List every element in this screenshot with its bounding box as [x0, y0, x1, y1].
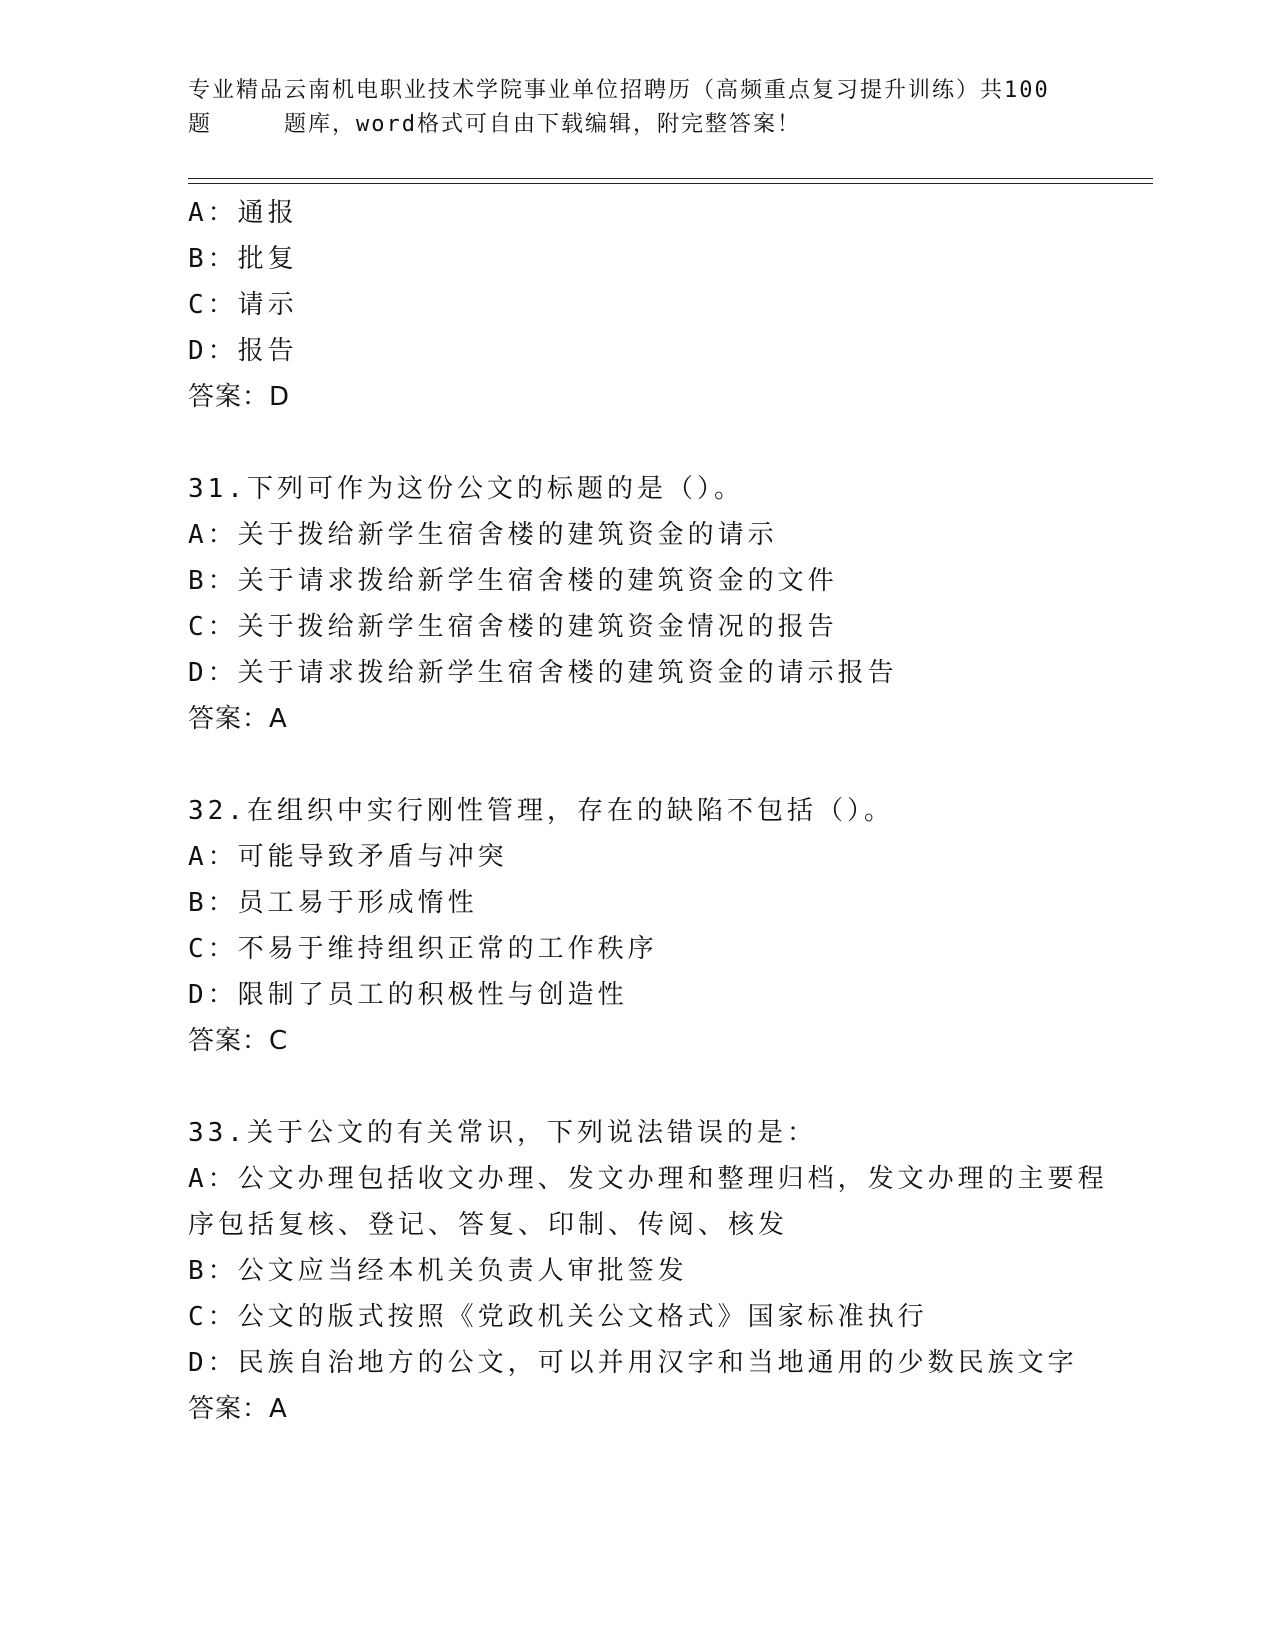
option-c: C：关于拨给新学生宿舍楼的建筑资金情况的报告 — [188, 612, 838, 642]
header-divider-bottom — [188, 183, 1153, 184]
option-b: B：员工易于形成惰性 — [188, 888, 478, 918]
option-a: A：公文办理包括收文办理、发文办理和整理归档，发文办理的主要程 — [188, 1164, 1108, 1194]
header-divider-top — [188, 178, 1153, 179]
option-b: B：公文应当经本机关负责人审批签发 — [188, 1256, 688, 1286]
question-text: 33.关于公文的有关常识，下列说法错误的是： — [188, 1118, 817, 1148]
answer-line: 答案：C — [188, 1026, 289, 1056]
option-d: D：民族自治地方的公文，可以并用汉字和当地通用的少数民族文字 — [188, 1348, 1078, 1378]
option-d: D：关于请求拨给新学生宿舍楼的建筑资金的请示报告 — [188, 658, 898, 688]
answer-line: 答案：A — [188, 1394, 288, 1424]
answer-line: 答案：D — [188, 382, 291, 412]
option-b: B：批复 — [188, 244, 298, 274]
option-a: A：通报 — [188, 198, 298, 228]
option-c: C：请示 — [188, 290, 298, 320]
header-line-2-prefix: 题 — [188, 112, 213, 137]
question-text: 31.下列可作为这份公文的标题的是（）。 — [188, 474, 744, 504]
question-list — [188, 190, 1108, 1432]
option-b: B：关于请求拨给新学生宿舍楼的建筑资金的文件 — [188, 566, 838, 596]
header-line-1: 专业精品云南机电职业技术学院事业单位招聘历（高频重点复习提升训练）共100 — [188, 78, 1050, 103]
option-d: D：限制了员工的积极性与创造性 — [188, 980, 628, 1010]
option-a-continued: 序包括复核、登记、答复、印制、传阅、核发 — [188, 1210, 789, 1240]
question-33-block — [188, 1110, 1108, 1432]
option-a: A：可能导致矛盾与冲突 — [188, 842, 508, 872]
question-30-block — [188, 190, 1088, 420]
option-c: C：不易于维持组织正常的工作秩序 — [188, 934, 658, 964]
question-31-block — [188, 466, 1088, 742]
answer-line: 答案：A — [188, 704, 288, 734]
question-32-block — [188, 788, 1088, 1064]
option-a: A：关于拨给新学生宿舍楼的建筑资金的请示 — [188, 520, 778, 550]
option-d: D：报告 — [188, 336, 298, 366]
option-c: C：公文的版式按照《党政机关公文格式》国家标准执行 — [188, 1302, 928, 1332]
page-header — [188, 74, 1088, 142]
header-line-2 — [188, 108, 1088, 142]
question-text: 32.在组织中实行刚性管理，存在的缺陷不包括（）。 — [188, 796, 894, 826]
header-line-2-text: 题库，word格式可自由下载编辑，附完整答案！ — [284, 112, 801, 137]
